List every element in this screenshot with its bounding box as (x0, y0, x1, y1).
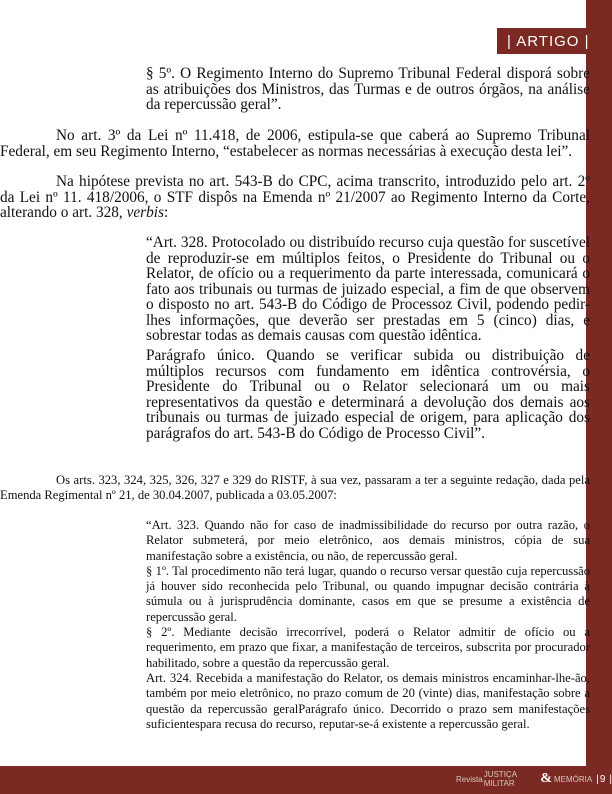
quote-art-328: “Art. 328. Protocolado ou distribuído recurso cuja questão for suscetível de reproduzir-se em múltiplos feitos, o Presidente do Tribunal ou o Relator, de ofício ou a requerimento da parte interessada, comunicará o fato aos tribunais ou turmas de juizado especial, a fim de que observem o disposto no art. 543-B do Código de Processoz Civil, podendo pedir-lhes informações, que deverão ser prestadas em 5 (cinco) dias, e sobrestar todas as demais causas com questão idêntica. (146, 234, 590, 344)
quote-art-323: “Art. 323. Quando não for caso de inadmissibilidade do recurso por outra razão, o Relator submeterá, por meio eletrônico, aos demais ministros, cópia de sua manifestação sobre a existência, ou não, de repercussão geral. (146, 518, 590, 563)
page-number: 9 (599, 773, 606, 785)
quote-block-art-323-324 (146, 518, 590, 732)
body-paragraph-art3: No art. 3º da Lei nº 11.418, de 2006, estipula-se que caberá ao Supremo Tribunal Federal, em seu Regimento Interno, “estabelecer as normas necessárias à execução desta lei”. (0, 127, 590, 160)
hipotese-text: Na hipótese prevista no art. 543-B do CPC, acima transcrito, introduzido pelo art. 2º da Lei nº 11. 418/2006, o STF dispôs na Emenda nº 21/2007 ao Regimento Interno da Corte, alterando o art. 328, (0, 173, 590, 221)
verbis-italic: verbis (126, 204, 164, 221)
quote-art-324: Art. 324. Recebida a manifestação do Relator, os demais ministros encaminhar-lhe-ão, também por meio eletrônico, no prazo comum de 20 (vinte) dias, manifestação sobre a questão da repercussão geralParágrafo único. Decorrido o prazo sem manifestações suficientespara recusa do recurso, reputar-se-á existente a repercussão geral. (146, 670, 590, 731)
section-label: | ARTIGO | (497, 28, 612, 54)
quote-art-323-p2: § 2º. Mediante decisão irrecorrível, poderá o Relator admitir de ofício ou a requerimento, em prazo que fixar, a manifestação de terceiros, subscrita por procurador habilitado, sobre a questão da repercussão geral. (146, 625, 590, 670)
footer-separator: | (596, 773, 599, 785)
body-paragraph-hipotese (0, 174, 590, 221)
footer-ampersand: & (540, 771, 552, 786)
quote-art-323-p1: § 1º. Tal procedimento não terá lugar, quando o recurso versar questão cuja repercussão já houver sido reconhecida pelo Tribunal, ou quando impugnar decisão contrária à súmula ou à jurisprudência dominante, casos em que se presume a existência de repercussão geral. (146, 563, 590, 624)
footer-publication (456, 771, 612, 787)
hipotese-end: : (163, 204, 169, 221)
footer-revista: Revista (456, 774, 483, 784)
quote-paragrafo-unico: Parágrafo único. Quando se verificar subida ou distribuição de múltiplos recursos com fundamento em idêntica controvérsia, o Presidente do Tribunal ou o Relator selecionará um ou mais representativos da questão e determinará a devolução dos demais aos tribunais ou turmas de juizado especial de origem, para aplicação dos parágrafos do art. 543-B do Código de Processo Civil”. (146, 347, 590, 442)
quote-paragraph-5: § 5º. O Regimento Interno do Supremo Tribunal Federal disporá sobre as atribuições dos Ministros, das Turmas e de outros órgãos, na análise da repercussão geral”. (146, 65, 590, 113)
footer-separator-end: | (609, 773, 612, 785)
footer-justica: JUSTIÇA MILITAR (483, 770, 517, 788)
footer-memoria: MEMÓRIA (553, 774, 593, 784)
body-paragraph-ristf: Os arts. 323, 324, 325, 326, 327 e 329 do RISTF, à sua vez, passaram a ter a seguinte redação, dada pela Emenda Regimental nº 21, de 30.04.2007, publicada a 03.05.2007: (0, 473, 590, 503)
